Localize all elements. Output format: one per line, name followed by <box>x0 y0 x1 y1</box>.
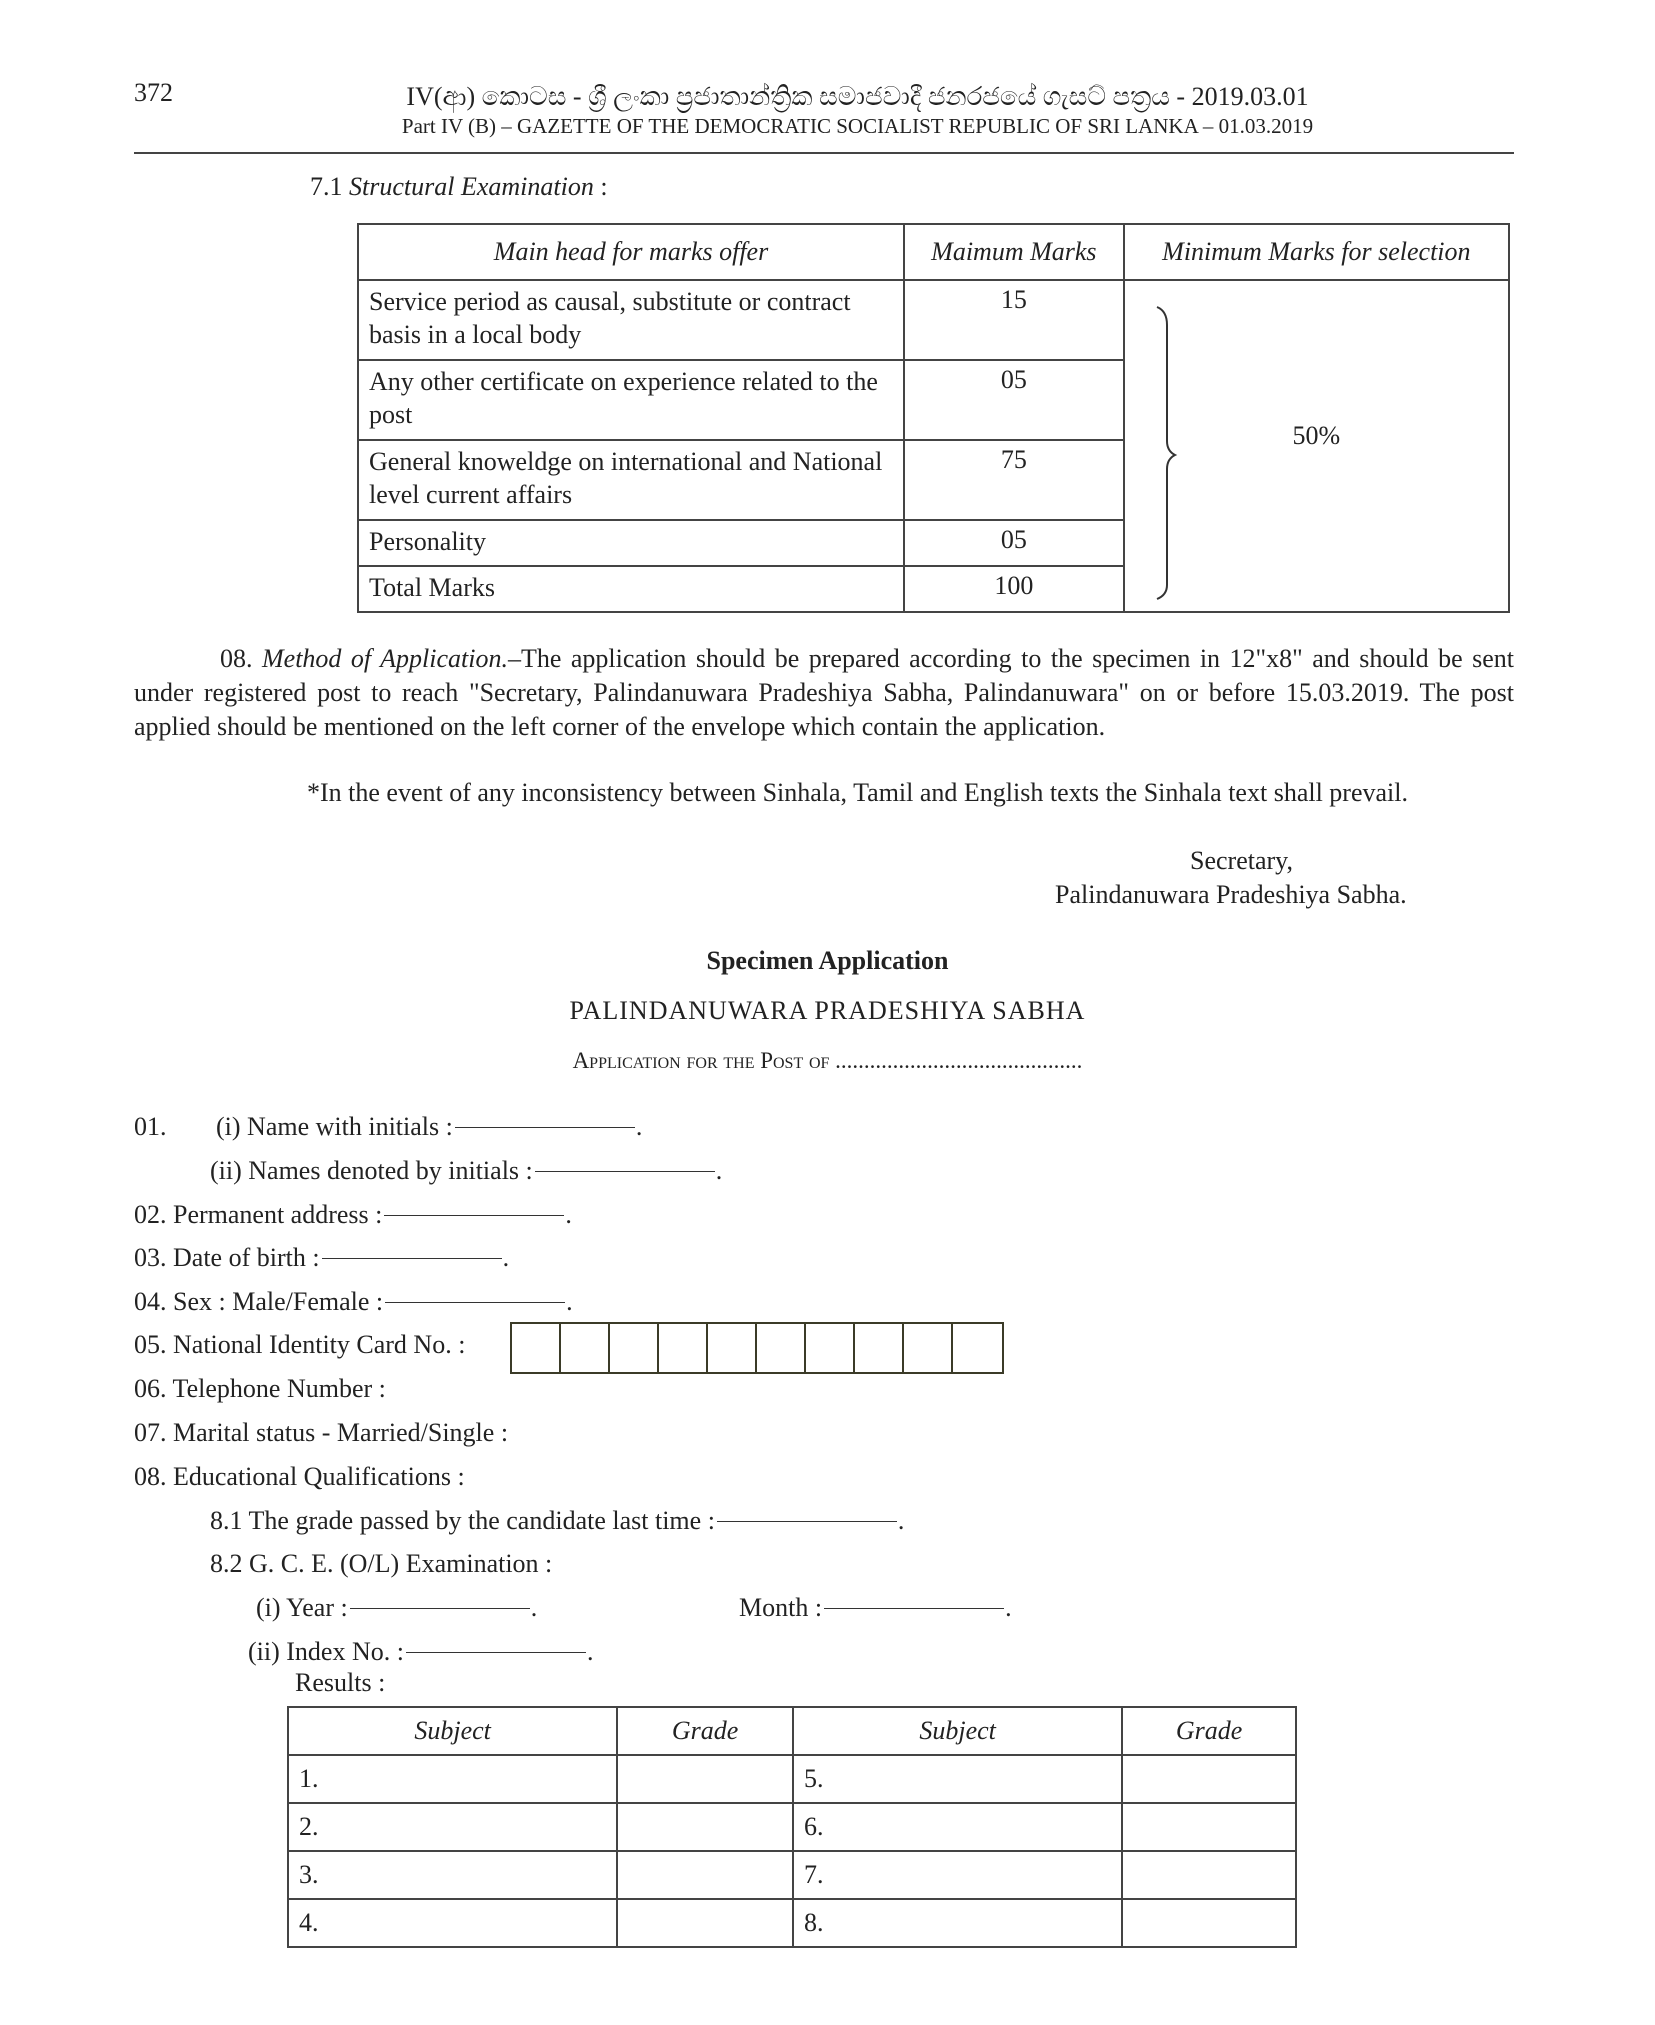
field-label: 8.1 The grade passed by the candidate last time : <box>210 1506 715 1535</box>
field-label: (i) Year : <box>256 1593 348 1622</box>
field-grade-passed <box>210 1506 904 1536</box>
row-head: Service period as causal, substitute or contract basis in a local body <box>358 280 904 360</box>
section-title-structural-examination <box>310 172 608 202</box>
field-year <box>256 1593 537 1623</box>
col-subject: Subject <box>793 1707 1122 1755</box>
row-head: General knoweldge on international and National level current affairs <box>358 440 904 520</box>
field-label: 02. Permanent address : <box>134 1200 383 1229</box>
nic-digit-box <box>904 1324 953 1372</box>
nic-digit-box <box>708 1324 757 1372</box>
field-dot: . <box>635 1112 643 1141</box>
results-table-header <box>288 1707 1296 1755</box>
grade-cell <box>617 1899 793 1947</box>
field-dot: . <box>566 1287 573 1316</box>
col-subject: Subject <box>288 1707 617 1755</box>
nic-digit-box <box>659 1324 708 1372</box>
field-label: 04. Sex : Male/Female : <box>134 1287 384 1316</box>
fill-line <box>322 1258 502 1259</box>
field-dot: . <box>530 1593 538 1622</box>
field-label: (ii) Names denoted by initials : <box>210 1156 533 1185</box>
minimum-marks-value: 50% <box>1292 421 1341 450</box>
subject-number: 5. <box>793 1755 1122 1803</box>
fill-line <box>350 1608 530 1609</box>
marks-table-header <box>358 224 1509 280</box>
field-dot: . <box>565 1200 572 1229</box>
field-dot: . <box>715 1156 723 1185</box>
field-dot: . <box>586 1637 594 1666</box>
fill-line <box>406 1652 586 1653</box>
field-label: 03. Date of birth : <box>134 1243 320 1272</box>
fill-line <box>824 1608 1004 1609</box>
field-dot: . <box>1005 1593 1012 1622</box>
col-minimum-marks: Minimum Marks for selection <box>1124 224 1509 280</box>
brace-icon <box>1155 303 1185 603</box>
grade-cell <box>617 1755 793 1803</box>
nic-digit-box <box>512 1324 561 1372</box>
grade-cell <box>1122 1755 1296 1803</box>
subject-number: 3. <box>288 1851 617 1899</box>
language-note: *In the event of any inconsistency between Sinhala, Tamil and English texts the Sinhala text shall prevail. <box>307 778 1408 807</box>
specimen-title: Specimen Application <box>706 946 949 975</box>
fill-line <box>455 1127 635 1128</box>
nic-digit-box <box>953 1324 1002 1372</box>
gazette-title-english: Part IV (B) – GAZETTE OF THE DEMOCRATIC SOCIALIST REPUBLIC OF SRI LANKA – 01.03.2019 <box>401 114 1314 138</box>
specimen-post-label: Application for the Post of ........................................... <box>572 1048 1083 1073</box>
col-grade: Grade <box>1122 1707 1296 1755</box>
method-text: The application should be prepared according to the specimen in 12"x8" and should be sent under registered post to reach "Secretary, Palindanuwara Pradeshiya Sabha, Palindanuwara" on or before 15.03.2019. The post applied should be mentioned on the left corner of the envelope which contain the application. <box>134 644 1515 741</box>
method-number: 08. <box>220 644 253 673</box>
gazette-title-sinhala: IV(ආ) කොටස - ශ්‍රී ලංකා ප්‍රජාතාන්ත්‍රික සමාජවාදී ජනරජයේ ගැසට් පත්‍රය - 2019.03.01 <box>406 82 1309 111</box>
field-nic-label: 05. National Identity Card No. : <box>134 1330 466 1359</box>
grade-cell <box>1122 1899 1296 1947</box>
field-index-no <box>248 1637 593 1667</box>
subject-number: 6. <box>793 1803 1122 1851</box>
row-marks: 75 <box>904 440 1124 520</box>
field-dot: . <box>897 1506 905 1535</box>
field-label: Month : <box>739 1593 823 1622</box>
field-label: (ii) Index No. : <box>248 1637 404 1666</box>
col-main-head: Main head for marks offer <box>358 224 904 280</box>
header-divider <box>134 152 1514 154</box>
field-dot: . <box>502 1243 510 1272</box>
nic-digit-box <box>806 1324 855 1372</box>
table-row <box>288 1899 1296 1947</box>
table-row <box>288 1803 1296 1851</box>
field-sex <box>134 1287 573 1317</box>
table-row <box>358 280 1509 360</box>
row-head: Total Marks <box>358 566 904 612</box>
method-dash: – <box>507 644 521 673</box>
field-date-of-birth <box>134 1243 509 1273</box>
section-colon: : <box>593 172 608 201</box>
field-educational-qualifications: 08. Educational Qualifications : <box>134 1462 465 1491</box>
nic-digit-box <box>855 1324 904 1372</box>
section-title: Structural Examination <box>349 172 594 201</box>
subject-number: 7. <box>793 1851 1122 1899</box>
specimen-sabha-name: PALINDANUWARA PRADESHIYA SABHA <box>569 996 1086 1025</box>
page-number: 372 <box>134 78 173 107</box>
signature-title: Secretary, <box>1190 846 1293 875</box>
row-marks: 05 <box>904 360 1124 440</box>
minimum-marks-cell <box>1124 280 1509 612</box>
subject-number: 1. <box>288 1755 617 1803</box>
col-grade: Grade <box>617 1707 793 1755</box>
nic-digit-box <box>561 1324 610 1372</box>
field-name-with-initials <box>216 1112 642 1142</box>
subject-number: 2. <box>288 1803 617 1851</box>
field-marital-status: 07. Marital status - Married/Single : <box>134 1418 509 1447</box>
fill-line <box>384 1215 564 1216</box>
table-row <box>288 1851 1296 1899</box>
row-marks: 05 <box>904 520 1124 566</box>
field-month <box>739 1593 1012 1623</box>
row-head: Personality <box>358 520 904 566</box>
section-number: 7.1 <box>310 172 343 201</box>
subject-number: 8. <box>793 1899 1122 1947</box>
field-01-number: 01. <box>134 1112 167 1141</box>
table-row <box>288 1755 1296 1803</box>
grade-cell <box>617 1851 793 1899</box>
nic-digit-box <box>757 1324 806 1372</box>
field-names-denoted-by-initials <box>210 1156 722 1186</box>
subject-number: 4. <box>288 1899 617 1947</box>
marks-table <box>357 223 1510 613</box>
field-gce-ol: 8.2 G. C. E. (O/L) Examination : <box>210 1549 553 1578</box>
field-telephone: 06. Telephone Number : <box>134 1374 386 1403</box>
grade-cell <box>617 1803 793 1851</box>
field-label: (i) Name with initials : <box>216 1112 453 1141</box>
row-marks: 15 <box>904 280 1124 360</box>
field-permanent-address <box>134 1200 572 1230</box>
row-head: Any other certificate on experience related to the post <box>358 360 904 440</box>
grade-cell <box>1122 1803 1296 1851</box>
nic-digit-box <box>610 1324 659 1372</box>
method-title: Method of Application. <box>262 644 508 673</box>
nic-number-boxes <box>510 1322 1004 1374</box>
fill-line <box>385 1302 565 1303</box>
fill-line <box>717 1521 897 1522</box>
col-maximum-marks: Maimum Marks <box>904 224 1124 280</box>
grade-cell <box>1122 1851 1296 1899</box>
row-marks: 100 <box>904 566 1124 612</box>
signature-office: Palindanuwara Pradeshiya Sabha. <box>1055 880 1407 909</box>
results-table <box>287 1706 1297 1948</box>
field-results: Results : <box>295 1668 386 1697</box>
method-of-application-paragraph <box>134 642 1514 744</box>
fill-line <box>535 1171 715 1172</box>
